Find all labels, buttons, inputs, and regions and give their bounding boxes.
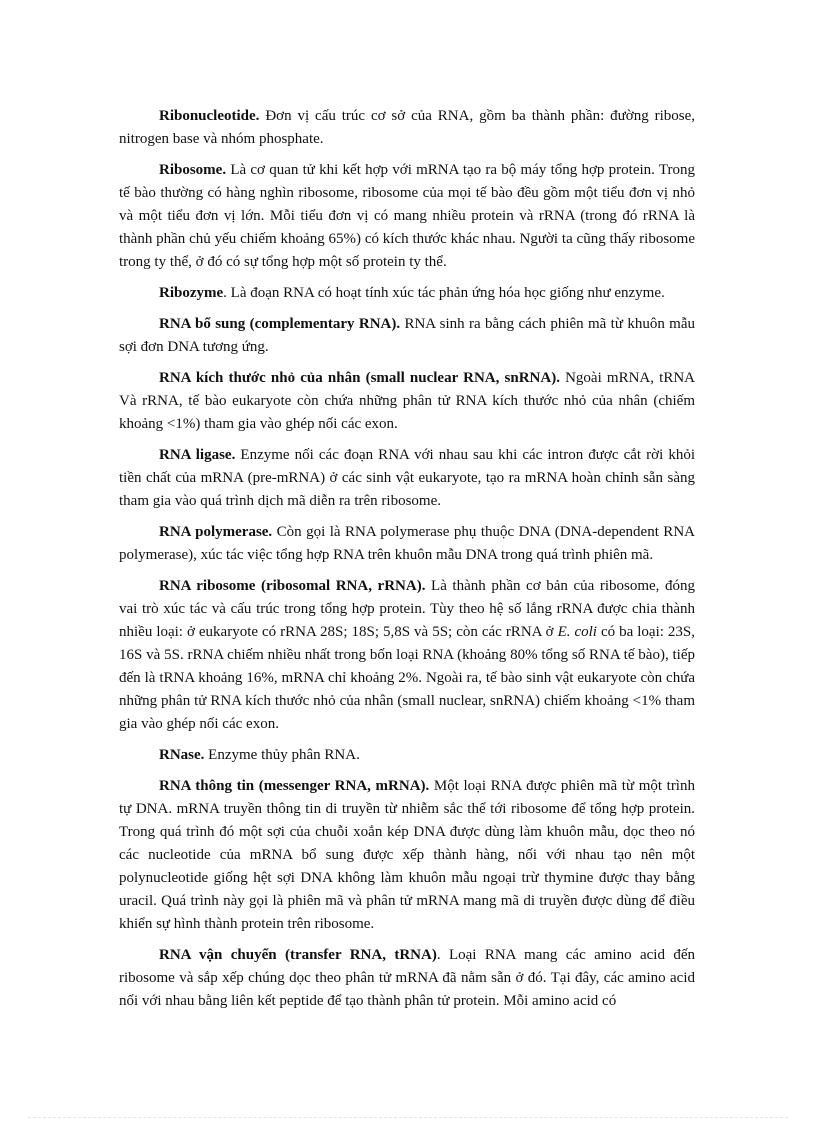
entry-term: RNA kích thước nhỏ của nhân (small nuclear RNA, snRNA). [159,370,560,386]
page-bottom-divider [28,1117,788,1118]
entry-definition-continued: có ba loại: 23S, 16S và 5S. rRNA chiếm nhiều nhất trong bốn loại RNA (khoảng 80% tổng số RNA tế bào), tiếp đến là tRNA khoảng 16%, mRNA chỉ khoảng 2%. Ngoài ra, tế bào sinh vật eukaryote còn chứa những phân tử RNA kích thước nhỏ của nhân (small nuclear, snRNA) chiếm khoảng <1% tham gia vào ghép nối các exon. [119,624,696,732]
entry-definition: Enzyme thủy phân RNA. [204,747,360,763]
entry-definition: Đơn vị cấu trúc cơ sở của RNA, gồm ba thành phần: đường ribose, nitrogen base và nhóm phosphate. [119,108,695,147]
document-body [119,105,695,1021]
entry-term: RNase. [159,747,205,763]
entry-term: RNA vận chuyển (transfer RNA, tRNA) [159,947,437,963]
entry-term: RNA polymerase. [159,524,273,540]
glossary-entry-ribosome [119,159,695,274]
entry-definition: Enzyme nối các đoạn RNA với nhau sau khi các intron được cắt rời khỏi tiền chất của mRNA (pre-mRNA) ở các sinh vật eukaryote, tạo ra mRNA hoàn chỉnh sẵn sàng tham gia vào quá trình dịch mã diễn ra trên ribosome. [119,447,696,509]
glossary-entry-mrna [119,775,695,936]
entry-definition: RNA sinh ra bằng cách phiên mã từ khuôn mẫu sợi đơn DNA tương ứng. [119,316,695,355]
glossary-entry-ribozyme [119,282,695,305]
entry-definition: . Là đoạn RNA có hoạt tính xúc tác phản ứng hóa học giống như enzyme. [223,285,665,301]
entry-definition: Ngoài mRNA, tRNA Và rRNA, tế bào eukaryote còn chứa những phân tử RNA kích thước nhỏ của nhân (chiếm khoảng <1%) tham gia vào ghép nối các exon. [119,370,695,432]
entry-term: RNA thông tin (messenger RNA, mRNA). [159,778,430,794]
glossary-entry-rna-ligase [119,444,695,513]
glossary-entry-complementary-rna [119,313,695,359]
glossary-entry-rna-polymerase [119,521,695,567]
entry-definition: Còn gọi là RNA polymerase phụ thuộc DNA (DNA-dependent RNA polymerase), xúc tác việc tổng hợp RNA trên khuôn mẫu DNA trong quá trình phiên mã. [119,524,695,563]
entry-term: Ribozyme [159,285,224,301]
entry-definition: . Loại RNA mang các amino acid đến ribosome và sắp xếp chúng dọc theo phân tử mRNA đã nằm sẵn ở đó. Tại đây, các amino acid nối với nhau bằng liên kết peptide để tạo thành phân tử protein. Mỗi amino acid có [119,947,695,1009]
glossary-entry-rnase [119,744,695,767]
entry-definition: Một loại RNA được phiên mã từ một trình tự DNA. mRNA truyền thông tin di truyền từ nhiễm sắc thể tới ribosome để tổng hợp protein. Trong quá trình đó một sợi của chuỗi xoắn kép DNA được dùng làm khuôn mẫu, dọc theo nó các nucleotide của mRNA bổ sung được xếp thành hàng, nối với nhau tạo nên một polynucleotide giống hệt sợi DNA không làm khuôn mẫu ngoại trừ thymine được thay bằng uracil. Quá trình này gọi là phiên mã và phân tử mRNA mang mã di truyền được dùng để điều khiển sự hình thành protein trên ribosome. [119,778,695,932]
entry-definition: Là cơ quan tử khi kết hợp với mRNA tạo ra bộ máy tổng hợp protein. Trong tế bào thường có hàng nghìn ribosome, ribosome của mọi tế bào đều gồm một tiểu đơn vị nhỏ và một tiểu đơn vị lớn. Mỗi tiểu đơn vị có mang nhiều protein và rRNA (trong đó rRNA là thành phần chủ yếu chiếm khoảng 65%) có kích thước khác nhau. Người ta cũng thấy ribosome trong ty thể, ở đó có sự tổng hợp một số protein ty thể. [119,162,695,270]
entry-definition: Là thành phần cơ bản của ribosome, đóng vai trò xúc tác và cấu trúc trong tổng hợp protein. Tùy theo hệ số lắng rRNA được chia thành nhiều loại: ở eukaryote có rRNA 28S; 18S; 5,8S và 5S; còn các rRNA ở [119,578,695,640]
glossary-entry-trna [119,944,695,1013]
entry-term: RNA ribosome (ribosomal RNA, rRNA). [159,578,426,594]
entry-term: RNA ligase. [159,447,236,463]
glossary-entry-snrna [119,367,695,436]
entry-term: RNA bổ sung (complementary RNA). [159,316,401,332]
entry-term: Ribosome. [159,162,227,178]
glossary-entry-rrna [119,575,695,736]
glossary-entry-ribonucleotide [119,105,695,151]
entry-italic-organism: E. coli [557,624,597,640]
entry-term: Ribonucleotide. [159,108,260,124]
